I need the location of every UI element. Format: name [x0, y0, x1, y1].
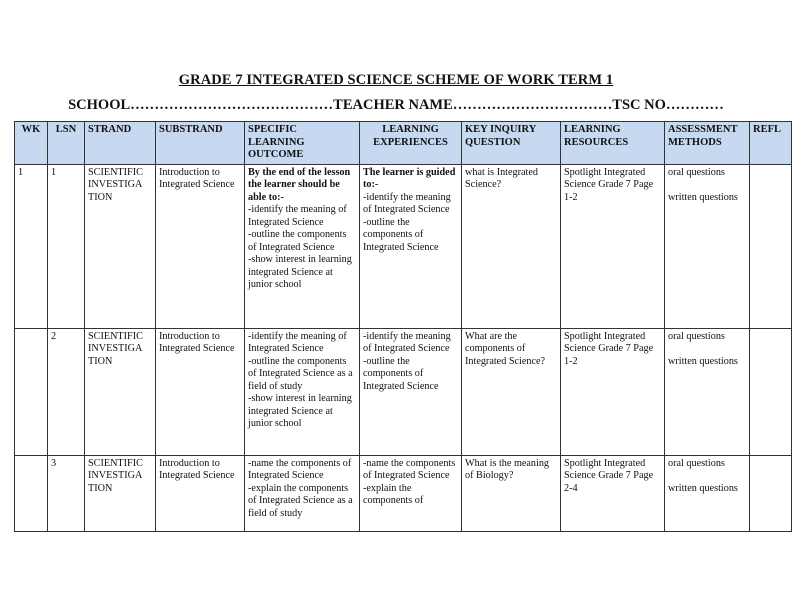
document-title: GRADE 7 INTEGRATED SCIENCE SCHEME OF WORK TERM 1: [178, 72, 614, 88]
outcome-item: -name the components of Integrated Science: [248, 457, 352, 481]
cell-experiences: [360, 328, 462, 455]
cell-outcome: [245, 455, 360, 531]
header-substrand: SUBSTRAND: [156, 122, 245, 165]
cell-experiences: [360, 164, 462, 328]
spacer: [668, 343, 746, 356]
table-row: [15, 328, 792, 455]
assessment-oral: oral questions: [668, 166, 725, 178]
tsc-number-field: TSC NO…………: [612, 97, 724, 113]
teacher-name-field: TEACHER NAME……………………………: [333, 97, 613, 113]
outcome-item: -outline the components of Integrated Science as a field of study: [248, 355, 353, 392]
outcome-item: -show interest in learning integrated Science at junior school: [248, 393, 352, 429]
cell-lsn: 2: [48, 328, 85, 455]
table-row: [15, 164, 792, 328]
cell-refl: [750, 455, 792, 531]
cell-strand: SCIENTIFIC INVESTIGA TION: [85, 328, 156, 455]
experience-item: -identify the meaning of Integrated Science: [363, 191, 451, 215]
outcome-item: -show interest in learning integrated Science at junior school: [248, 254, 352, 290]
assessment-written: written questions: [668, 355, 738, 367]
header-strand: STRAND: [85, 122, 156, 165]
cell-wk: 1: [15, 164, 48, 328]
assessment-oral: oral questions: [668, 330, 725, 342]
cell-refl: [750, 164, 792, 328]
assessment-oral: oral questions: [668, 457, 725, 469]
cell-resources: Spotlight Integrated Science Grade 7 Page 1-2: [561, 164, 665, 328]
header-outcome: SPECIFIC LEARNING OUTCOME: [245, 122, 360, 165]
experience-item: -explain the components of: [363, 482, 424, 506]
table-header-row: [15, 122, 792, 165]
header-inquiry: KEY INQUIRY QUESTION: [462, 122, 561, 165]
cell-resources: Spotlight Integrated Science Grade 7 Page 1-2: [561, 328, 665, 455]
cell-assessment: [665, 328, 750, 455]
cell-lsn: 1: [48, 164, 85, 328]
cell-experiences: [360, 455, 462, 531]
cell-lsn: 3: [48, 455, 85, 531]
experience-item: -outline the components of Integrated Science: [363, 355, 439, 392]
cell-wk: [15, 455, 48, 531]
experience-item: -name the components of Integrated Science: [363, 457, 456, 481]
cell-substrand: Introduction to Integrated Science: [156, 328, 245, 455]
cell-inquiry: What is the meaning of Biology?: [462, 455, 561, 531]
cell-refl: [750, 328, 792, 455]
header-refl: REFL: [750, 122, 792, 165]
outcome-item: -explain the components of Integrated Science as a field of study: [248, 482, 353, 519]
outcome-item: -outline the components of Integrated Science: [248, 229, 347, 253]
table-row: [15, 455, 792, 531]
cell-assessment: [665, 455, 750, 531]
cell-substrand: Introduction to Integrated Science: [156, 455, 245, 531]
cell-wk: [15, 328, 48, 455]
outcome-item: -identify the meaning of Integrated Science: [248, 204, 347, 228]
scheme-of-work-table: [14, 121, 792, 532]
cell-outcome: [245, 164, 360, 328]
header-fields: [0, 97, 792, 114]
cell-assessment: [665, 164, 750, 328]
experience-item: -outline the components of Integrated Science: [363, 216, 439, 253]
cell-resources: Spotlight Integrated Science Grade 7 Page 2-4: [561, 455, 665, 531]
assessment-written: written questions: [668, 191, 738, 203]
cell-inquiry: what is Integrated Science?: [462, 164, 561, 328]
cell-strand: SCIENTIFIC INVESTIGA TION: [85, 455, 156, 531]
header-wk: WK: [15, 122, 48, 165]
header-experiences: LEARNING EXPERIENCES: [360, 122, 462, 165]
spacer: [668, 179, 746, 192]
school-field: SCHOOL……………………………………: [68, 97, 334, 113]
cell-inquiry: What are the components of Integrated Science?: [462, 328, 561, 455]
outcome-item: -identify the meaning of Integrated Science: [248, 330, 347, 354]
experiences-intro: The learner is guided to:-: [363, 166, 456, 190]
assessment-written: written questions: [668, 482, 738, 494]
experience-item: -identify the meaning of Integrated Science: [363, 330, 451, 354]
spacer: [668, 470, 746, 483]
cell-outcome: [245, 328, 360, 455]
header-assessment: ASSESSMENT METHODS: [665, 122, 750, 165]
cell-strand: SCIENTIFIC INVESTIGA TION: [85, 164, 156, 328]
cell-substrand: Introduction to Integrated Science: [156, 164, 245, 328]
header-lsn: LSN: [48, 122, 85, 165]
outcome-intro: By the end of the lesson the learner should be able to:-: [248, 166, 351, 203]
header-resources: LEARNING RESOURCES: [561, 122, 665, 165]
